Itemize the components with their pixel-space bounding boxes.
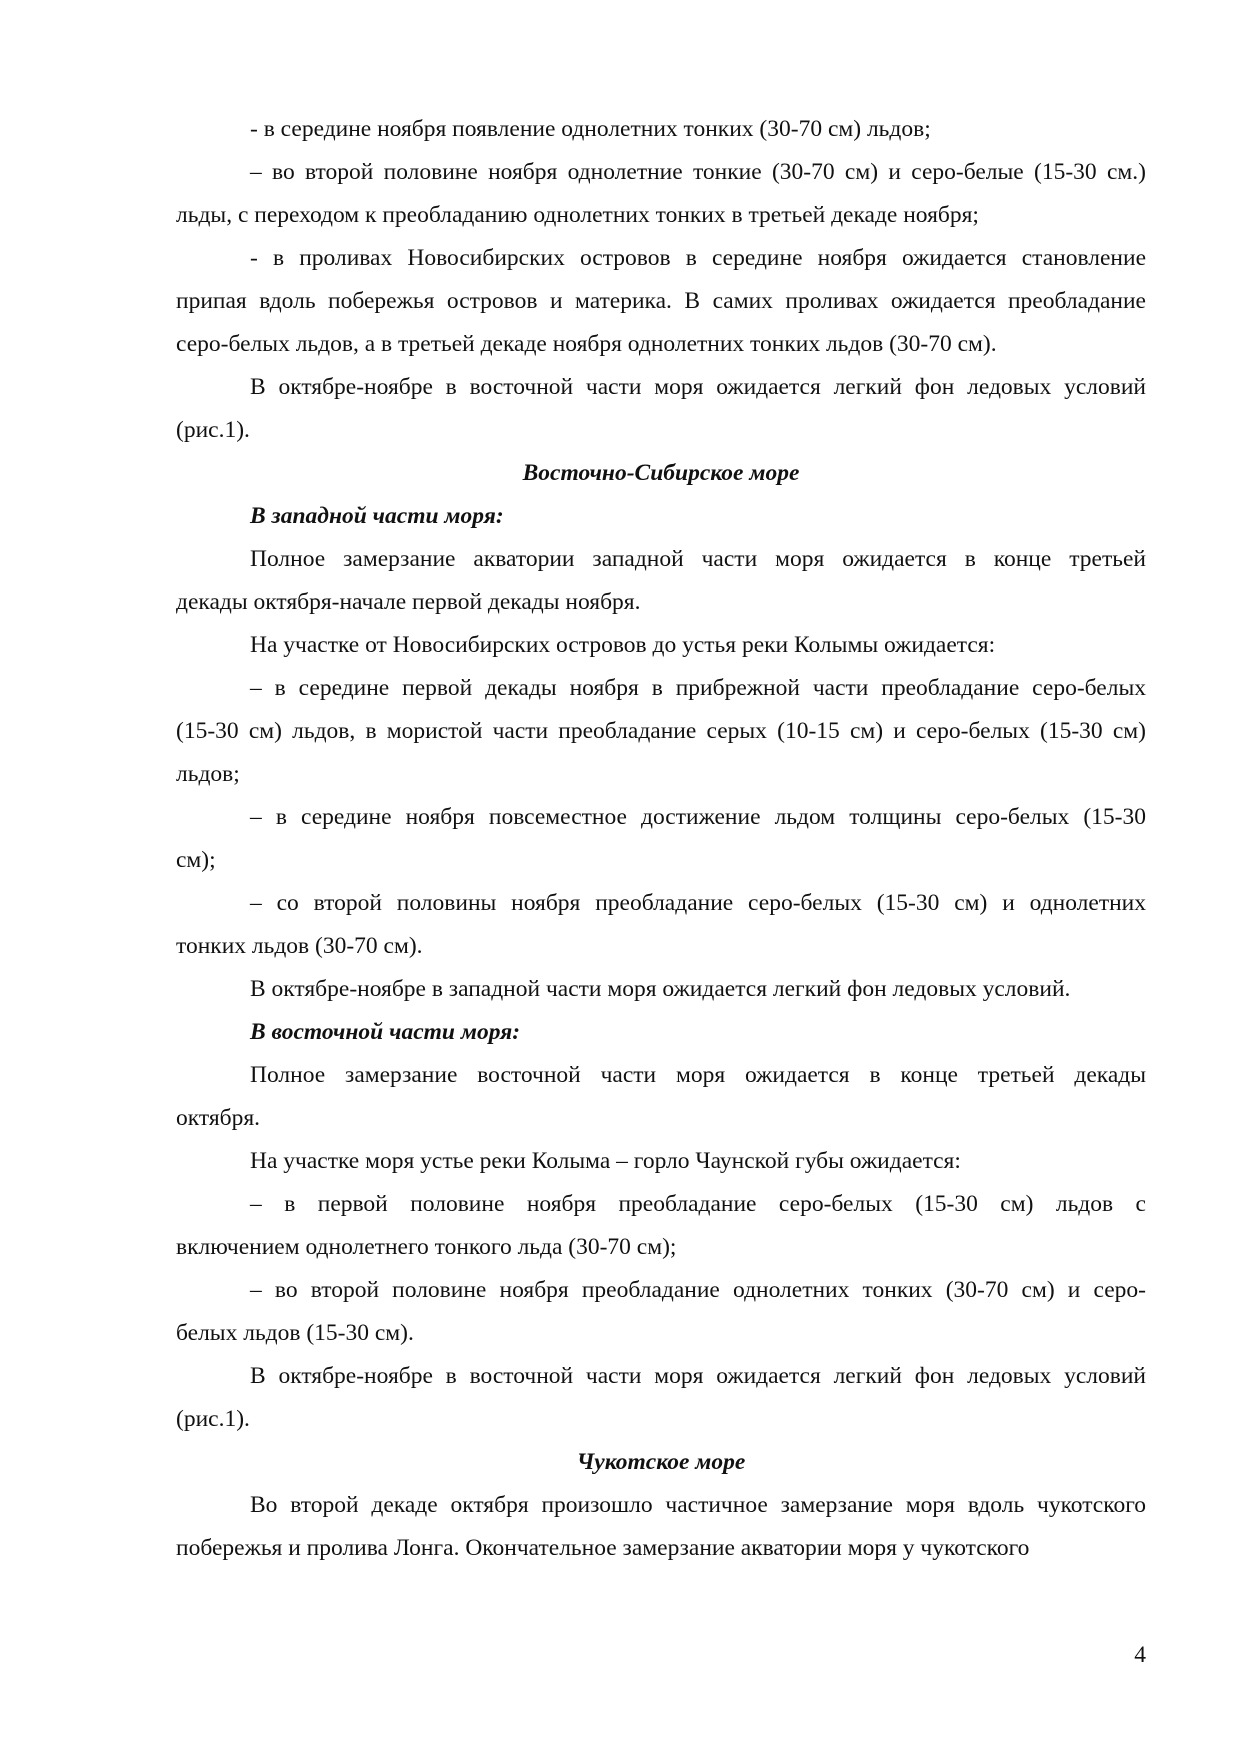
paragraph bbox=[176, 151, 1146, 237]
text-line: включением однолетнего тонкого льда (30-70 см); bbox=[176, 1234, 677, 1260]
text-line: - в середине ноября появление однолетних тонких (30-70 см) льдов; bbox=[250, 116, 931, 142]
text-line: – со второй половины ноября преобладание серо-белых (15-30 см) и однолетних bbox=[250, 890, 1146, 916]
paragraph bbox=[176, 667, 1146, 796]
paragraph bbox=[176, 237, 1146, 366]
text-line: - в проливах Новосибирских островов в середине ноября ожидается становление bbox=[250, 245, 1146, 271]
text-line: октября. bbox=[176, 1105, 261, 1131]
text-line: – во второй половине ноября преобладание однолетних тонких (30-70 см) и серо- bbox=[250, 1277, 1146, 1303]
text-line: Полное замерзание акватории западной части моря ожидается в конце третьей bbox=[250, 546, 1146, 572]
paragraph bbox=[176, 882, 1146, 968]
text-line: льды, с переходом к преобладанию однолетних тонких в третьей декаде ноября; bbox=[176, 202, 979, 228]
text-line: В октябре-ноябре в восточной части моря ожидается легкий фон ледовых условий bbox=[250, 1363, 1146, 1389]
text-line: побережья и пролива Лонга. Окончательное замерзание акватории моря у чукотского bbox=[176, 1535, 1030, 1561]
text-line: (рис.1). bbox=[176, 417, 250, 443]
page-number: 4 bbox=[1134, 1642, 1146, 1668]
text-line: В октябре-ноябре в восточной части моря ожидается легкий фон ледовых условий bbox=[250, 374, 1146, 400]
subsection-heading: В западной части моря: bbox=[250, 503, 504, 529]
text-line: На участке от Новосибирских островов до устья реки Колымы ожидается: bbox=[250, 632, 996, 658]
section-heading: Восточно-Сибирское море bbox=[522, 460, 800, 486]
paragraph bbox=[176, 796, 1146, 882]
paragraph bbox=[176, 1054, 1146, 1140]
subsection-heading: В восточной части моря: bbox=[250, 1019, 521, 1045]
document-body bbox=[176, 108, 1146, 1570]
text-line: Во второй декаде октября произошло частичное замерзание моря вдоль чукотского bbox=[250, 1492, 1146, 1518]
paragraph bbox=[176, 968, 1146, 1011]
text-line: – в середине ноября повсеместное достижение льдом толщины серо-белых (15-30 bbox=[250, 804, 1146, 830]
paragraph bbox=[176, 1140, 1146, 1183]
text-line: тонких льдов (30-70 см). bbox=[176, 933, 423, 959]
text-line: льдов; bbox=[176, 761, 240, 787]
paragraph bbox=[176, 624, 1146, 667]
paragraph bbox=[176, 108, 1146, 151]
text-line: см); bbox=[176, 847, 216, 873]
text-line: припая вдоль побережья островов и материка. В самих проливах ожидается преобладание bbox=[176, 288, 1146, 314]
text-line: – во второй половине ноября однолетние тонкие (30-70 см) и серо-белые (15-30 см.) bbox=[250, 159, 1146, 185]
text-line: – в первой половине ноября преобладание серо-белых (15-30 см) льдов с bbox=[250, 1191, 1146, 1217]
text-line: (15-30 см) льдов, в мористой части преобладание серых (10-15 см) и серо-белых (15-30 см) bbox=[176, 718, 1146, 744]
text-line: – в середине первой декады ноября в прибрежной части преобладание серо-белых bbox=[250, 675, 1146, 701]
text-line: Полное замерзание восточной части моря ожидается в конце третьей декады bbox=[250, 1062, 1146, 1088]
text-line: В октябре-ноябре в западной части моря ожидается легкий фон ледовых условий. bbox=[250, 976, 1071, 1002]
paragraph bbox=[176, 366, 1146, 452]
text-line: На участке моря устье реки Колыма – горло Чаунской губы ожидается: bbox=[250, 1148, 961, 1174]
paragraph bbox=[176, 1355, 1146, 1441]
paragraph bbox=[176, 1269, 1146, 1355]
text-line: белых льдов (15-30 см). bbox=[176, 1320, 414, 1346]
section-heading: Чукотское море bbox=[576, 1449, 746, 1475]
paragraph bbox=[176, 1484, 1146, 1570]
paragraph bbox=[176, 538, 1146, 624]
paragraph bbox=[176, 1183, 1146, 1269]
text-line: декады октября-начале первой декады ноября. bbox=[176, 589, 641, 615]
text-line: серо-белых льдов, а в третьей декаде ноября однолетних тонких льдов (30-70 см). bbox=[176, 331, 997, 357]
text-line: (рис.1). bbox=[176, 1406, 250, 1432]
